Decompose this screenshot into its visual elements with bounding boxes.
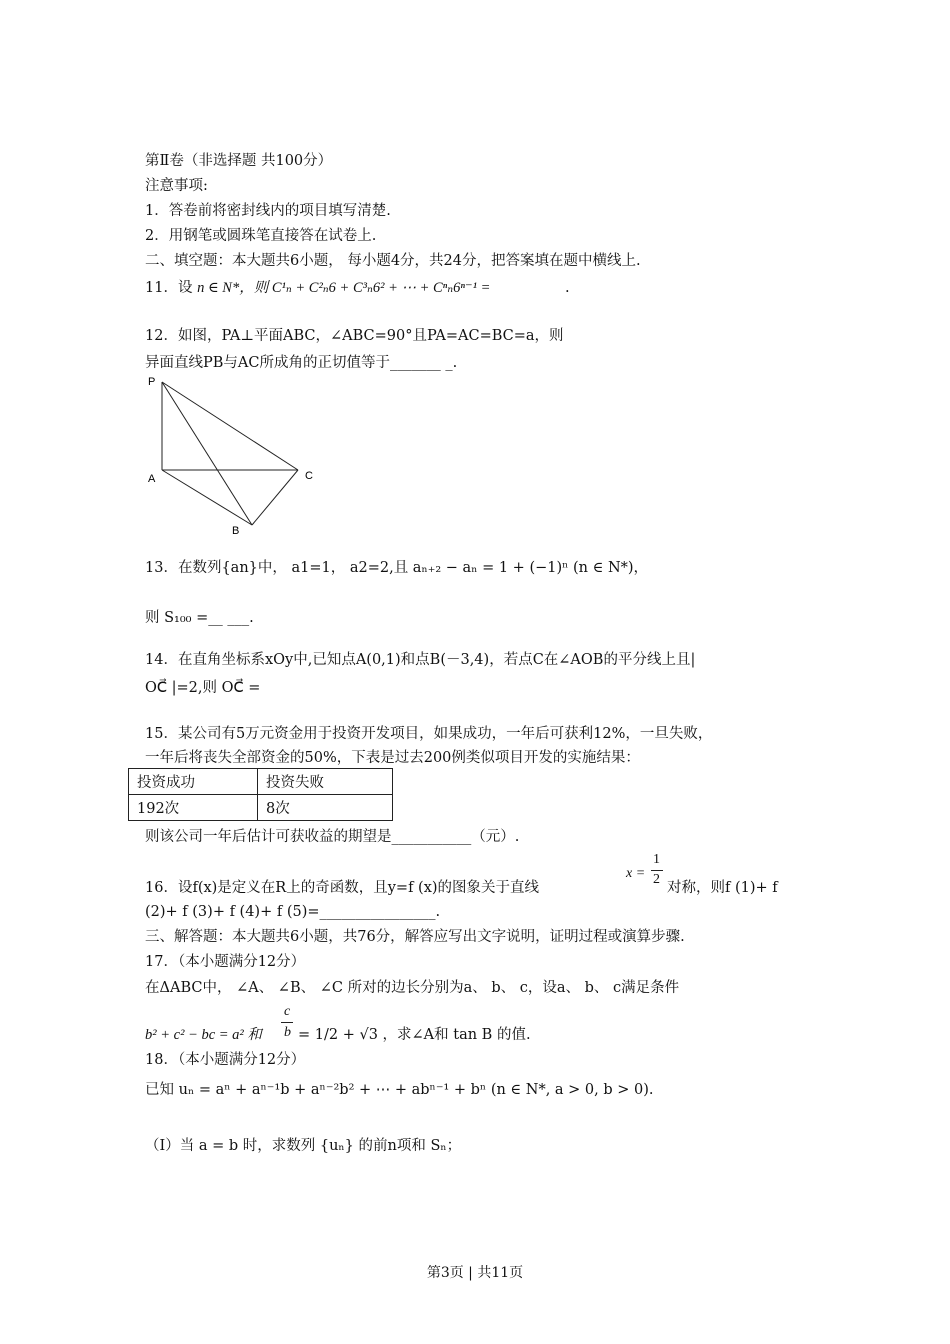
q17-frac-num: c xyxy=(284,1004,291,1019)
q12-line-2: 异面直线PB与AC所成角的正切值等于_______ _. xyxy=(145,355,458,371)
label-a: A xyxy=(148,473,156,485)
q16-fraction-num: 1 xyxy=(653,852,660,867)
q17-line-2 xyxy=(145,1026,262,1044)
q16-fraction-bar xyxy=(651,870,663,871)
q15-line-3: 则该公司一年后估计可获收益的期望是___________（元）. xyxy=(145,829,520,845)
section-title: 第Ⅱ卷（非选择题 共100分） xyxy=(145,153,333,169)
part3-heading: 三、解答题：本大题共6小题，共76分，解答应写出文字说明，证明过程或演算步骤. xyxy=(145,929,685,945)
edge-ab xyxy=(162,470,252,525)
edge-pb xyxy=(162,382,252,525)
q11-tail: . xyxy=(564,280,570,296)
notice-item-2: 2．用钢笔或圆珠笔直接答在试卷上. xyxy=(145,228,377,244)
label-p: P xyxy=(148,376,156,388)
q16-line-2: (2)+ f (3)+ f (4)+ f (5)=________________. xyxy=(145,904,441,920)
q17-frac-bar xyxy=(281,1022,293,1023)
notice-heading: 注意事项: xyxy=(145,178,208,194)
q11-expression: n ∈ N*，则 C¹ₙ + C²ₙ6 + C³ₙ6² + ⋯ + Cⁿₙ6ⁿ⁻¹ = xyxy=(197,280,491,296)
label-c: C xyxy=(305,470,313,482)
q13-line-1: 13．在数列{an}中， a1=1， a2=2,且 aₙ₊₂ − aₙ = 1 + (−1)ⁿ (n ∈ N*)， xyxy=(145,560,649,576)
notice-item-1: 1．答卷前将密封线内的项目填写清楚. xyxy=(145,203,391,219)
q17-frac-den: b xyxy=(284,1025,291,1040)
q14-line-1: 14．在直角坐标系xOy中,已知点A(0,1)和点B(－3,4)，若点C在∠AOB的平分线上且| xyxy=(145,652,696,668)
page-footer: 第3页 | 共11页 xyxy=(426,1265,524,1281)
q15-line-2: 一年后将丧失全部资金的50%，下表是过去200例类似项目开发的实施结果： xyxy=(145,750,640,766)
q17-condition: b² + c² − bc = a² 和 xyxy=(145,1027,262,1043)
q18-head: 18．（本小题满分12分） xyxy=(145,1052,306,1068)
q17-line-2b: = 1/2 + √3 ，求∠A和 tan B 的值. xyxy=(298,1027,531,1043)
q16-tail: 对称，则f (1)+ f xyxy=(667,880,778,896)
table-cell-failure: 8次 xyxy=(258,795,393,821)
edge-bc xyxy=(252,470,298,525)
q14-line-2: OC⃗ |=2,则 OC⃗ = xyxy=(145,680,261,696)
q18-part-1: （Ⅰ）当 a = b 时，求数列 {uₙ} 的前n项和 Sₙ； xyxy=(145,1138,462,1154)
question-11 xyxy=(145,279,570,297)
q16-text: 16．设f(x)是定义在R上的奇函数，且y=f (x)的图象关于直线 xyxy=(145,880,540,896)
label-b: B xyxy=(232,525,240,535)
q16-line-1 xyxy=(145,879,778,897)
q16-fraction-lhs: x = xyxy=(626,866,646,881)
q16-fraction-den: 2 xyxy=(653,872,660,887)
q13-line-2: 则 S₁₀₀ =__ ___. xyxy=(145,610,254,626)
q15-line-1: 15．某公司有5万元资金用于投资开发项目，如果成功，一年后可获利12%，一旦失败， xyxy=(145,726,713,742)
table-header-failure: 投资失败 xyxy=(258,769,393,795)
q12-line-1: 12．如图，PA⊥平面ABC，∠ABC=90°且PA=AC=BC=a，则 xyxy=(145,328,564,344)
q17-head: 17．（本小题满分12分） xyxy=(145,954,306,970)
results-table xyxy=(128,768,393,821)
q18-line-1: 已知 uₙ = aⁿ + aⁿ⁻¹b + aⁿ⁻²b² + ⋯ + abⁿ⁻¹ + bⁿ (n ∈ N*, a > 0, b > 0). xyxy=(145,1082,654,1098)
table-row xyxy=(129,795,393,821)
edge-pc xyxy=(162,382,298,470)
table-row xyxy=(129,769,393,795)
table-cell-success: 192次 xyxy=(129,795,258,821)
q11-prefix: 11．设 xyxy=(145,280,193,296)
geometry-figure xyxy=(140,370,330,535)
q17-line-1: 在ΔABC中， ∠A、 ∠B、 ∠C 所对的边长分别为a、 b、 c，设a、 b、 c满足条件 xyxy=(145,980,680,996)
part2-heading: 二、填空题：本大题共6小题， 每小题4分，共24分，把答案填在题中横线上. xyxy=(145,253,641,269)
table-header-success: 投资成功 xyxy=(129,769,258,795)
